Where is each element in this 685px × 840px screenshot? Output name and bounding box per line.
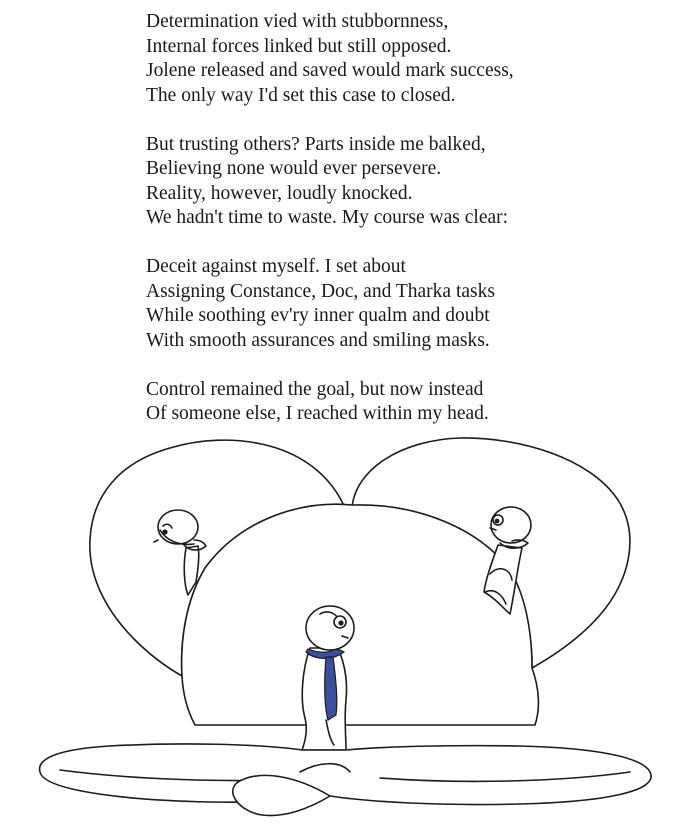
poem-line: With smooth assurances and smiling masks. <box>146 329 490 351</box>
center-figure <box>302 606 354 750</box>
poem-line: Determination vied with stubbornness, <box>146 11 449 32</box>
poem-line: Believing none would ever persevere. <box>146 158 442 179</box>
poem-line: The only way I'd set this case to closed. <box>146 84 456 106</box>
poem-line: Reality, however, loudly knocked. <box>146 182 413 204</box>
poem-line: Control remained the goal, but now instead <box>146 378 484 400</box>
poem-line: Jolene released and saved would mark success, <box>146 60 514 81</box>
poem-line: Internal forces linked but still opposed. <box>146 35 452 57</box>
poem-line: While soothing ev'ry inner qualm and doubt <box>146 305 490 326</box>
poem-line: We hadn't time to waste. My course was clear: <box>146 207 509 228</box>
poem-line: Assigning Constance, Doc, and Tharka tasks <box>146 280 495 302</box>
poem-line: Deceit against myself. I set about <box>146 256 406 277</box>
poem-line: Of someone else, I reached within my head. <box>146 403 489 424</box>
coil-base <box>40 744 652 816</box>
poem-line: But trusting others? Parts inside me balked, <box>146 133 486 155</box>
